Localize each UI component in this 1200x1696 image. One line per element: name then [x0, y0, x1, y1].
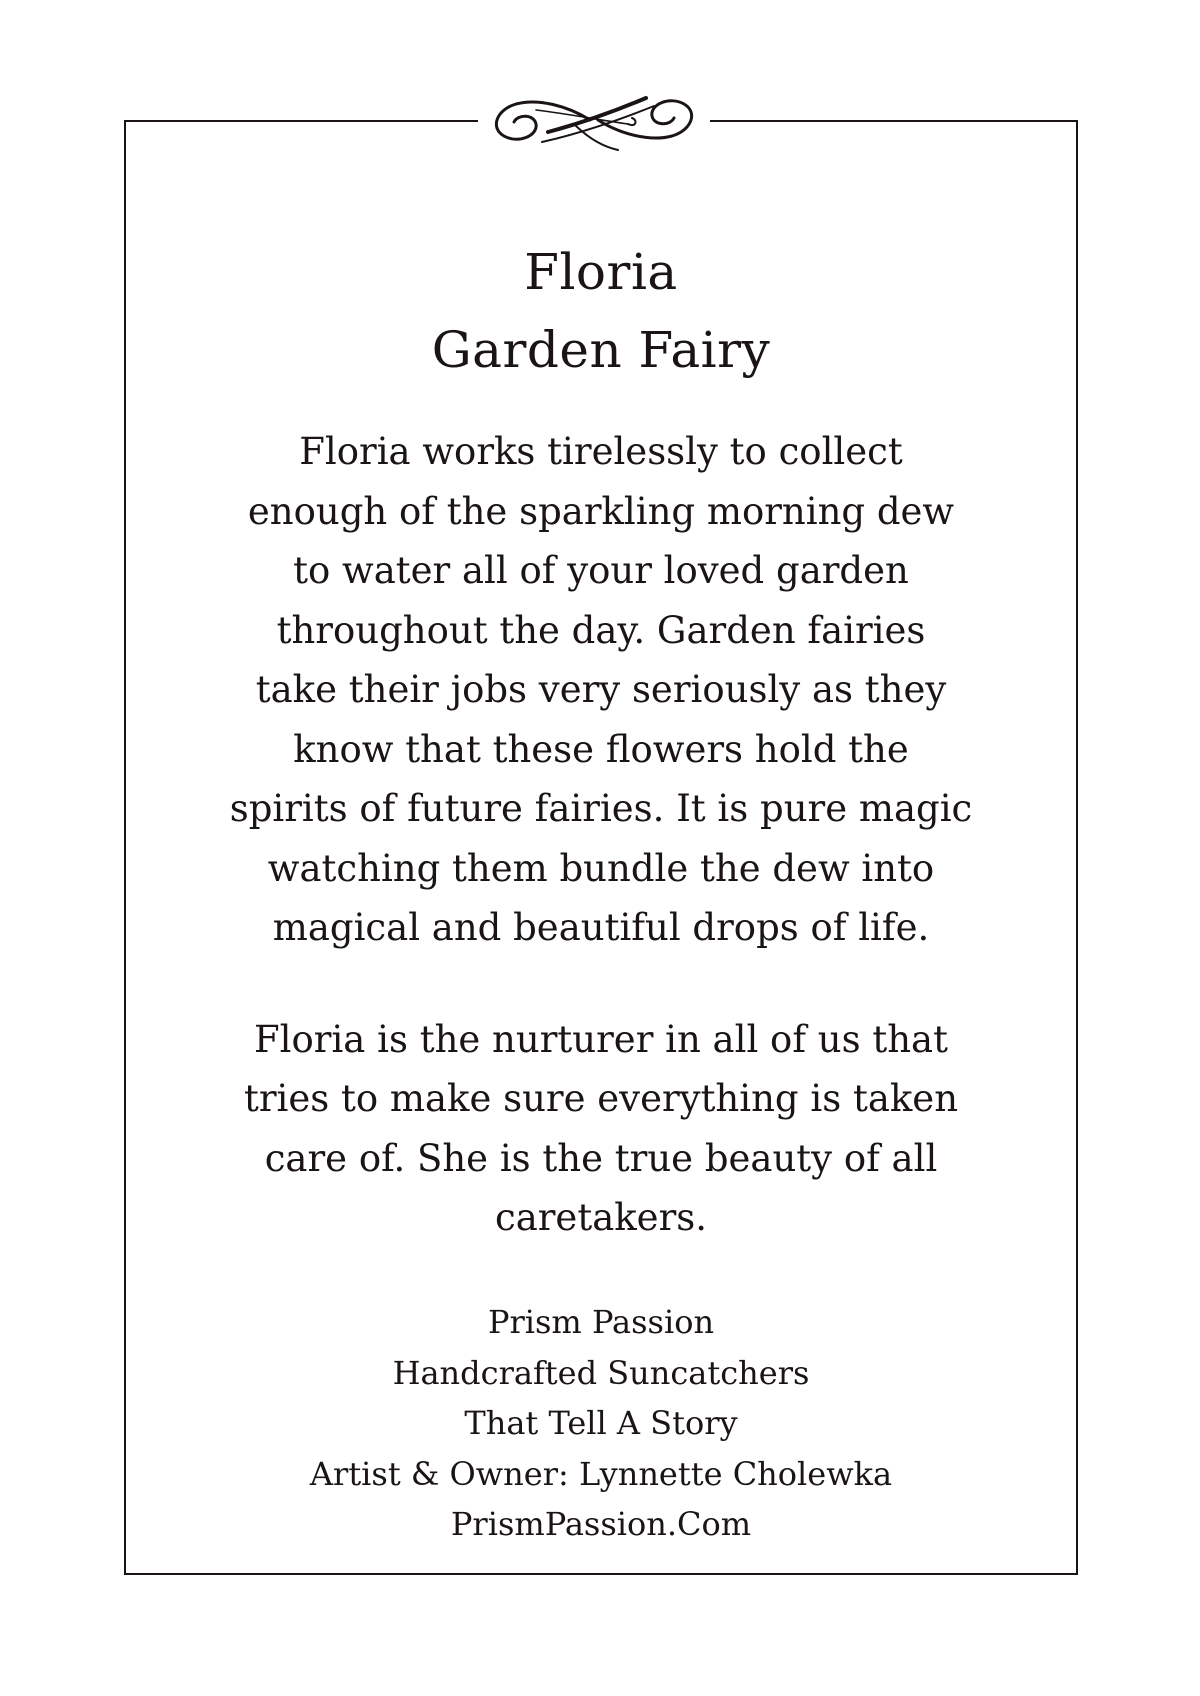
title-block: [124, 233, 1078, 389]
story-line: caretakers.: [494, 1196, 708, 1239]
business-name: Prism Passion: [487, 1303, 715, 1341]
story-line: Floria is the nurturer in all of us that: [254, 1017, 948, 1061]
story-line: Floria works tirelessly to collect: [299, 430, 903, 473]
fairy-subtitle: Garden Fairy: [431, 321, 771, 379]
story-line: care of. She is the true beauty of all: [264, 1136, 938, 1180]
story-line: take their jobs very seriously as they: [255, 668, 947, 711]
story-text: [150, 422, 1052, 1248]
signature-block: [124, 1297, 1078, 1550]
story-line: know that these flowers hold the: [293, 727, 909, 771]
story-line: tries to make sure everything is taken: [243, 1077, 959, 1120]
story-line: spirits of future fairies. It is pure magic: [229, 787, 973, 830]
tagline-line: Handcrafted Suncatchers: [392, 1353, 810, 1392]
story-line: to water all of your loved garden: [293, 549, 909, 592]
story-line: watching them bundle the dew into: [267, 846, 935, 890]
story-line: throughout the day. Garden fairies: [276, 608, 926, 652]
fairy-name: Floria: [524, 243, 678, 301]
scroll-flourish-icon: [478, 84, 710, 156]
story-line: enough of the sparkling morning dew: [247, 489, 955, 533]
story-line: magical and beautiful drops of life.: [272, 906, 930, 949]
tagline-line: That Tell A Story: [464, 1404, 738, 1442]
artist-credit: Artist & Owner: Lynnette Cholewka: [309, 1454, 893, 1493]
website-text: PrismPassion.Com: [450, 1505, 752, 1543]
paragraph-gap: [150, 958, 1052, 1010]
